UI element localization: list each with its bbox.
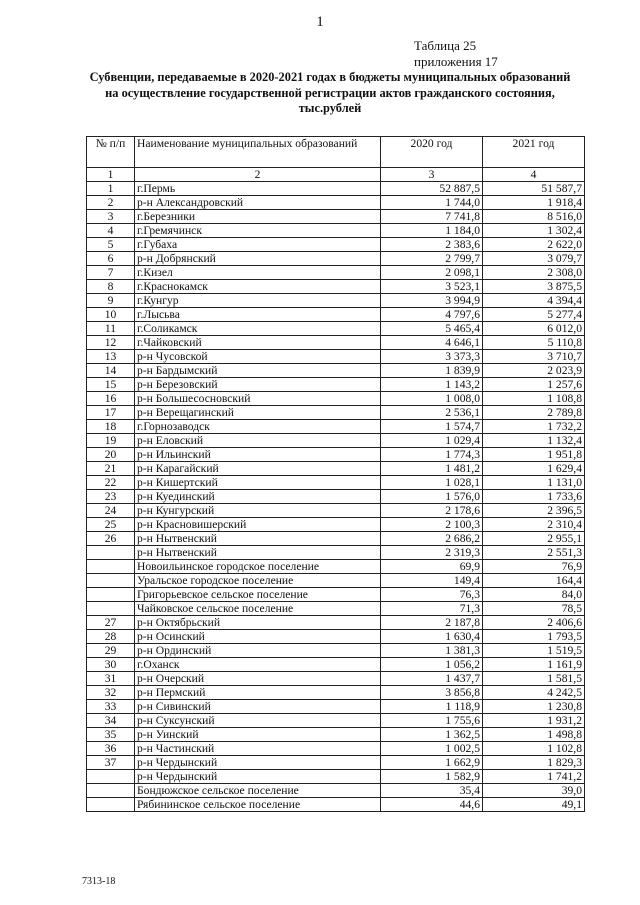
row-number: 16 <box>87 392 135 406</box>
row-value-2021: 5 277,4 <box>483 308 585 322</box>
row-number: 36 <box>87 742 135 756</box>
row-value-2020: 1 576,0 <box>381 490 483 504</box>
row-name: р-н Нытвенский <box>135 546 381 560</box>
table-row <box>87 196 585 210</box>
row-name: р-н Березовский <box>135 378 381 392</box>
row-number: 27 <box>87 616 135 630</box>
row-value-2020: 1 574,7 <box>381 420 483 434</box>
row-name: р-н Куединский <box>135 490 381 504</box>
table-row <box>87 266 585 280</box>
row-name: г.Кизел <box>135 266 381 280</box>
table-row <box>87 294 585 308</box>
footer-code: 7313-18 <box>82 876 116 887</box>
row-name: р-н Бардымский <box>135 364 381 378</box>
row-value-2020: 3 523,1 <box>381 280 483 294</box>
row-value-2021: 1 931,2 <box>483 714 585 728</box>
row-name: г.Оханск <box>135 658 381 672</box>
row-name: р-н Добрянский <box>135 252 381 266</box>
row-value-2021: 2 023,9 <box>483 364 585 378</box>
row-value-2021: 3 079,7 <box>483 252 585 266</box>
row-value-2021: 1 102,8 <box>483 742 585 756</box>
row-name: Рябининское сельское поселение <box>135 798 381 812</box>
row-value-2020: 35,4 <box>381 784 483 798</box>
row-value-2020: 1 184,0 <box>381 224 483 238</box>
row-value-2021: 3 710,7 <box>483 350 585 364</box>
row-value-2020: 1 481,2 <box>381 462 483 476</box>
row-value-2020: 1 582,9 <box>381 770 483 784</box>
table-row <box>87 252 585 266</box>
row-name: р-н Октябрьский <box>135 616 381 630</box>
table-row <box>87 532 585 546</box>
row-name: р-н Еловский <box>135 434 381 448</box>
table-row <box>87 658 585 672</box>
table-reference <box>414 38 498 70</box>
row-value-2020: 2 383,6 <box>381 238 483 252</box>
row-name: р-н Александровский <box>135 196 381 210</box>
row-name: Бондюжское сельское поселение <box>135 784 381 798</box>
row-value-2021: 2 308,0 <box>483 266 585 280</box>
row-value-2021: 6 012,0 <box>483 322 585 336</box>
row-value-2020: 1 118,9 <box>381 700 483 714</box>
row-name: р-н Карагайский <box>135 462 381 476</box>
row-value-2020: 1 029,4 <box>381 434 483 448</box>
row-value-2020: 1 630,4 <box>381 630 483 644</box>
row-value-2020: 1 744,0 <box>381 196 483 210</box>
table-row <box>87 350 585 364</box>
table-row <box>87 322 585 336</box>
row-name: р-н Чусовской <box>135 350 381 364</box>
row-value-2020: 1 028,1 <box>381 476 483 490</box>
header-2020: 2020 год <box>381 137 483 168</box>
row-number: 20 <box>87 448 135 462</box>
row-name: р-н Пермский <box>135 686 381 700</box>
row-name: р-н Ильинский <box>135 448 381 462</box>
table-row <box>87 476 585 490</box>
row-name: г.Кунгур <box>135 294 381 308</box>
row-number: 31 <box>87 672 135 686</box>
row-number: 30 <box>87 658 135 672</box>
row-value-2021: 49,1 <box>483 798 585 812</box>
row-value-2020: 1 362,5 <box>381 728 483 742</box>
row-value-2021: 1 161,9 <box>483 658 585 672</box>
row-name: р-н Ординский <box>135 644 381 658</box>
table-row <box>87 616 585 630</box>
table-row <box>87 504 585 518</box>
row-number: 4 <box>87 224 135 238</box>
row-value-2021: 1 829,3 <box>483 756 585 770</box>
row-value-2020: 3 373,3 <box>381 350 483 364</box>
row-value-2021: 1 793,5 <box>483 630 585 644</box>
title-line2: на осуществление государственной регистрации актов гражданского состояния, <box>105 85 555 100</box>
row-name: Уральское городское поселение <box>135 574 381 588</box>
row-number <box>87 560 135 574</box>
row-name: р-н Осинский <box>135 630 381 644</box>
row-number: 13 <box>87 350 135 364</box>
row-name: р-н Уинский <box>135 728 381 742</box>
table-row <box>87 364 585 378</box>
row-name: р-н Частинский <box>135 742 381 756</box>
row-number: 9 <box>87 294 135 308</box>
row-value-2020: 4 646,1 <box>381 336 483 350</box>
row-value-2020: 2 536,1 <box>381 406 483 420</box>
row-name: г.Краснокамск <box>135 280 381 294</box>
table-row <box>87 182 585 196</box>
row-name: р-н Красновишерский <box>135 518 381 532</box>
table-row <box>87 742 585 756</box>
row-name: р-н Чердынский <box>135 756 381 770</box>
row-value-2020: 2 178,6 <box>381 504 483 518</box>
row-value-2020: 1 381,3 <box>381 644 483 658</box>
row-value-2020: 3 994,9 <box>381 294 483 308</box>
row-number: 2 <box>87 196 135 210</box>
table-row <box>87 630 585 644</box>
row-name: р-н Кунгурский <box>135 504 381 518</box>
table-row <box>87 784 585 798</box>
row-number <box>87 602 135 616</box>
table-row <box>87 728 585 742</box>
row-value-2020: 1 008,0 <box>381 392 483 406</box>
document-title <box>80 70 580 117</box>
row-number: 35 <box>87 728 135 742</box>
row-number: 15 <box>87 378 135 392</box>
column-number: 2 <box>135 168 381 182</box>
table-row <box>87 448 585 462</box>
row-value-2021: 1 629,4 <box>483 462 585 476</box>
row-value-2021: 4 394,4 <box>483 294 585 308</box>
table-row <box>87 770 585 784</box>
table-row <box>87 700 585 714</box>
row-value-2021: 2 406,6 <box>483 616 585 630</box>
column-number: 1 <box>87 168 135 182</box>
row-value-2020: 149,4 <box>381 574 483 588</box>
table-row <box>87 336 585 350</box>
row-value-2021: 78,5 <box>483 602 585 616</box>
row-value-2021: 8 516,0 <box>483 210 585 224</box>
row-number <box>87 588 135 602</box>
header-number: № п/п <box>87 137 135 168</box>
row-number <box>87 784 135 798</box>
row-value-2021: 84,0 <box>483 588 585 602</box>
row-value-2021: 1 732,2 <box>483 420 585 434</box>
table-row <box>87 574 585 588</box>
table-row <box>87 588 585 602</box>
row-value-2021: 1 132,4 <box>483 434 585 448</box>
row-number: 37 <box>87 756 135 770</box>
row-number: 18 <box>87 420 135 434</box>
row-number: 10 <box>87 308 135 322</box>
row-value-2021: 1 951,8 <box>483 448 585 462</box>
page-number: 1 <box>316 14 324 30</box>
row-value-2021: 2 789,8 <box>483 406 585 420</box>
table-row <box>87 434 585 448</box>
row-number <box>87 546 135 560</box>
title-line1: Субвенции, передаваемые в 2020-2021 годах в бюджеты муниципальных образований <box>89 70 571 84</box>
row-name: г.Чайковский <box>135 336 381 350</box>
table-row <box>87 602 585 616</box>
row-name: р-н Верещагинский <box>135 406 381 420</box>
row-value-2020: 2 319,3 <box>381 546 483 560</box>
row-value-2021: 39,0 <box>483 784 585 798</box>
row-value-2021: 1 257,6 <box>483 378 585 392</box>
row-value-2021: 1 733,6 <box>483 490 585 504</box>
row-value-2021: 76,9 <box>483 560 585 574</box>
subsidies-table <box>86 136 585 812</box>
table-reference-line2: приложения 17 <box>414 54 498 69</box>
table-row <box>87 378 585 392</box>
table-reference-line1: Таблица 25 <box>414 38 477 53</box>
row-value-2020: 2 100,3 <box>381 518 483 532</box>
row-number: 23 <box>87 490 135 504</box>
table-row <box>87 714 585 728</box>
row-number: 3 <box>87 210 135 224</box>
row-number: 34 <box>87 714 135 728</box>
row-value-2021: 51 587,7 <box>483 182 585 196</box>
row-number: 17 <box>87 406 135 420</box>
row-name: г.Губаха <box>135 238 381 252</box>
row-value-2021: 5 110,8 <box>483 336 585 350</box>
table-row <box>87 672 585 686</box>
row-name: г.Лысьва <box>135 308 381 322</box>
row-name: г.Березники <box>135 210 381 224</box>
row-value-2020: 2 187,8 <box>381 616 483 630</box>
row-number: 29 <box>87 644 135 658</box>
row-number: 26 <box>87 532 135 546</box>
table-row <box>87 406 585 420</box>
row-value-2020: 7 741,8 <box>381 210 483 224</box>
table-row <box>87 560 585 574</box>
row-value-2021: 1 519,5 <box>483 644 585 658</box>
table-row <box>87 756 585 770</box>
row-value-2020: 3 856,8 <box>381 686 483 700</box>
row-value-2021: 2 310,4 <box>483 518 585 532</box>
table-row <box>87 420 585 434</box>
row-value-2021: 2 396,5 <box>483 504 585 518</box>
table-row <box>87 224 585 238</box>
table-header-row <box>87 137 585 168</box>
row-value-2020: 69,9 <box>381 560 483 574</box>
row-value-2021: 164,4 <box>483 574 585 588</box>
row-value-2020: 1 437,7 <box>381 672 483 686</box>
row-value-2021: 4 242,5 <box>483 686 585 700</box>
row-value-2021: 1 108,8 <box>483 392 585 406</box>
table-row <box>87 546 585 560</box>
row-number <box>87 574 135 588</box>
row-value-2020: 2 098,1 <box>381 266 483 280</box>
row-number: 24 <box>87 504 135 518</box>
row-value-2020: 71,3 <box>381 602 483 616</box>
table-row <box>87 686 585 700</box>
table-body <box>87 168 585 812</box>
row-value-2020: 76,3 <box>381 588 483 602</box>
row-value-2021: 2 955,1 <box>483 532 585 546</box>
table-row <box>87 462 585 476</box>
table-row <box>87 238 585 252</box>
row-value-2020: 1 143,2 <box>381 378 483 392</box>
table-row <box>87 798 585 812</box>
header-name: Наименование муниципальных образований <box>135 137 381 168</box>
row-number <box>87 798 135 812</box>
row-value-2020: 1 056,2 <box>381 658 483 672</box>
row-number: 28 <box>87 630 135 644</box>
row-value-2020: 1 839,9 <box>381 364 483 378</box>
table-row <box>87 490 585 504</box>
row-value-2021: 1 498,8 <box>483 728 585 742</box>
row-number: 1 <box>87 182 135 196</box>
row-value-2021: 1 302,4 <box>483 224 585 238</box>
row-name: р-н Нытвенский <box>135 532 381 546</box>
row-name: р-н Очерский <box>135 672 381 686</box>
row-number: 8 <box>87 280 135 294</box>
row-number: 5 <box>87 238 135 252</box>
header-2021: 2021 год <box>483 137 585 168</box>
table-row <box>87 210 585 224</box>
row-value-2020: 1 002,5 <box>381 742 483 756</box>
column-number: 4 <box>483 168 585 182</box>
table-row <box>87 392 585 406</box>
row-name: Новоильинское городское поселение <box>135 560 381 574</box>
table-row <box>87 644 585 658</box>
row-name: г.Горнозаводск <box>135 420 381 434</box>
row-value-2020: 4 797,6 <box>381 308 483 322</box>
row-name: р-н Суксунский <box>135 714 381 728</box>
row-value-2021: 1 918,4 <box>483 196 585 210</box>
row-name: Чайковское сельское поселение <box>135 602 381 616</box>
row-name: г.Соликамск <box>135 322 381 336</box>
row-name: г.Гремячинск <box>135 224 381 238</box>
row-value-2021: 1 131,0 <box>483 476 585 490</box>
row-value-2021: 1 741,2 <box>483 770 585 784</box>
row-value-2020: 2 686,2 <box>381 532 483 546</box>
row-name: р-н Кишертский <box>135 476 381 490</box>
row-value-2021: 3 875,5 <box>483 280 585 294</box>
column-number: 3 <box>381 168 483 182</box>
row-value-2021: 2 551,3 <box>483 546 585 560</box>
row-number: 19 <box>87 434 135 448</box>
row-value-2020: 44,6 <box>381 798 483 812</box>
table-row <box>87 280 585 294</box>
row-name: р-н Чердынский <box>135 770 381 784</box>
row-name: р-н Сивинский <box>135 700 381 714</box>
row-number <box>87 770 135 784</box>
row-number: 21 <box>87 462 135 476</box>
title-line3: тыс.рублей <box>298 101 362 115</box>
row-name: г.Пермь <box>135 182 381 196</box>
row-name: р-н Большесосновский <box>135 392 381 406</box>
row-value-2021: 2 622,0 <box>483 238 585 252</box>
row-number: 7 <box>87 266 135 280</box>
row-value-2020: 52 887,5 <box>381 182 483 196</box>
row-number: 32 <box>87 686 135 700</box>
table-row <box>87 518 585 532</box>
row-name: Григорьевское сельское поселение <box>135 588 381 602</box>
row-value-2020: 2 799,7 <box>381 252 483 266</box>
row-number: 6 <box>87 252 135 266</box>
row-value-2021: 1 581,5 <box>483 672 585 686</box>
row-value-2020: 1 662,9 <box>381 756 483 770</box>
row-number: 25 <box>87 518 135 532</box>
row-number: 14 <box>87 364 135 378</box>
row-value-2020: 1 774,3 <box>381 448 483 462</box>
row-number: 33 <box>87 700 135 714</box>
column-number-row <box>87 168 585 182</box>
row-number: 11 <box>87 322 135 336</box>
row-number: 12 <box>87 336 135 350</box>
table-row <box>87 308 585 322</box>
row-value-2020: 5 465,4 <box>381 322 483 336</box>
row-value-2021: 1 230,8 <box>483 700 585 714</box>
row-number: 22 <box>87 476 135 490</box>
row-value-2020: 1 755,6 <box>381 714 483 728</box>
